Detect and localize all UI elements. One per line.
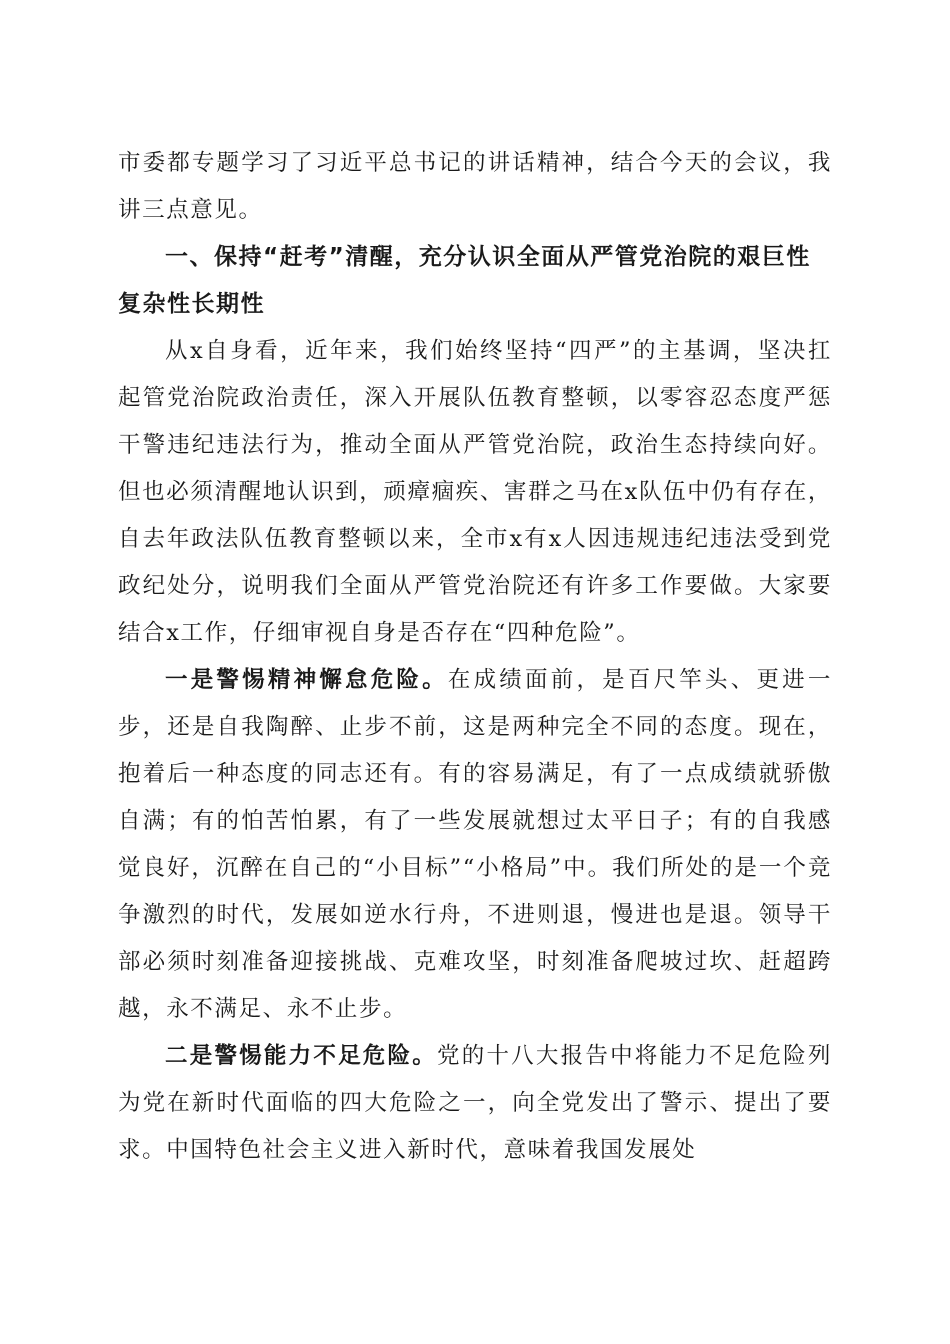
document-body <box>118 140 832 1174</box>
section-body-paragraph <box>118 328 832 657</box>
point-one-lead: 一是警惕精神懈怠危险。 <box>165 667 448 693</box>
point-two-paragraph <box>118 1033 832 1174</box>
section-heading <box>118 234 832 328</box>
section-body-text: 从x自身看，近年来，我们始终坚持“四严”的主基调，坚决扛起管党治院政治责任，深入开展队伍教育整顿，以零容忍态度严惩干警违纪违法行为，推动全面从严管党治院，政治生态持续向好。但也必须清醒地认识到，顽瘴痼疾、害群之马在x队伍中仍有存在，自去年政法队伍教育整顿以来，全市x有x人因违规违纪违法受到党政纪处分，说明我们全面从严管党治院还有许多工作要做。大家要结合x工作，仔细审视自身是否存在“四种危险”。 <box>118 338 832 646</box>
point-one-body: 在成绩面前，是百尺竿头、更进一步，还是自我陶醉、止步不前，这是两种完全不同的态度。现在，抱着后一种态度的同志还有。有的容易满足，有了一点成绩就骄傲自满；有的怕苦怕累，有了一些发展就想过太平日子；有的自我感觉良好，沉醉在自己的“小目标”“小格局”中。我们所处的是一个竞争激烈的时代，发展如逆水行舟，不进则退，慢进也是退。领导干部必须时刻准备迎接挑战、克难攻坚，时刻准备爬坡过坎、赶超跨越，永不满足、永不止步。 <box>118 667 832 1022</box>
intro-text: 市委都专题学习了习近平总书记的讲话精神，结合今天的会议，我讲三点意见。 <box>118 150 832 223</box>
point-two-body: 党的十八大报告中将能力不足危险列为党在新时代面临的四大危险之一，向全党发出了警示、提出了要求。中国特色社会主义进入新时代，意味着我国发展处 <box>118 1043 832 1163</box>
section-heading-text: 一、保持“赶考”清醒，充分认识全面从严管党治院的艰巨性复杂性长期性 <box>118 244 811 317</box>
intro-paragraph <box>118 140 832 234</box>
point-one-paragraph <box>118 657 832 1033</box>
point-two-lead: 二是警惕能力不足危险。 <box>165 1043 437 1069</box>
